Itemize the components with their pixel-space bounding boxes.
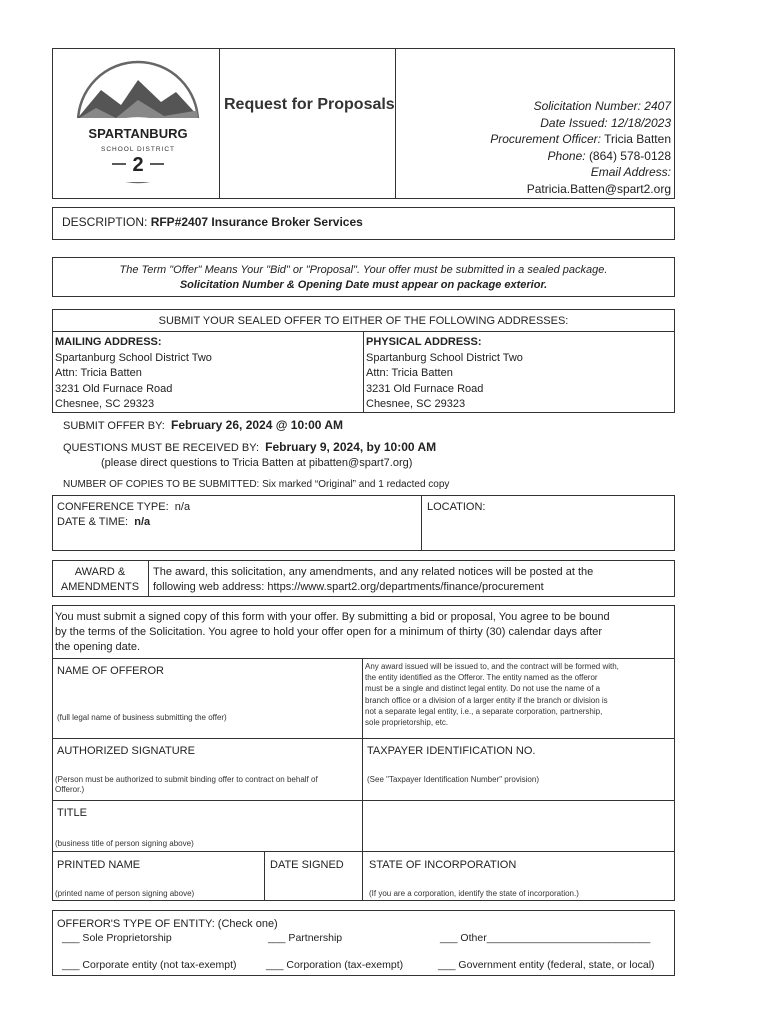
questions-value: February 9, 2024, by 10:00 AM xyxy=(265,440,437,454)
offer-intro-line1: You must submit a signed copy of this form with your offer. By submitting a bid or proposal, You agree to be bound xyxy=(55,611,610,623)
logo-number: 2 xyxy=(132,154,144,176)
mailing-line: Chesnee, SC 29323 xyxy=(55,398,155,410)
physical-line: Spartanburg School District Two xyxy=(366,351,523,364)
conference-type xyxy=(57,500,190,514)
mailing-line: Spartanburg School District Two xyxy=(55,351,212,364)
state-note: (If you are a corporation, identify the state of incorporation.) xyxy=(369,889,579,898)
submit-label: SUBMIT OFFER BY: xyxy=(63,420,165,432)
email-label: Email Address: xyxy=(590,165,671,179)
offeror-name-field[interactable]: NAME OF OFFEROR xyxy=(57,665,164,677)
logo-name: SPARTANBURG xyxy=(88,126,188,141)
header-details xyxy=(400,98,671,197)
procurement-officer-label: Procurement Officer: xyxy=(490,132,601,146)
award-text xyxy=(153,565,593,594)
notice-line1: The Term "Offer" Means Your "Bid" or "Proposal". Your offer must be submitted in a sealed package. xyxy=(119,264,608,276)
email[interactable]: Patricia.Batten@spart2.org xyxy=(526,181,671,196)
entity-corporate[interactable]: ___ Corporate entity (not tax-exempt) xyxy=(62,959,237,971)
offeror-name-note: (full legal name of business submitting the offer) xyxy=(57,713,227,722)
offer-intro xyxy=(55,610,610,655)
description-label: DESCRIPTION: xyxy=(62,215,148,229)
physical-line: 3231 Old Furnace Road xyxy=(366,382,484,395)
procurement-officer: Tricia Batten xyxy=(604,132,671,146)
award-label xyxy=(52,565,148,594)
physical-address xyxy=(366,335,523,413)
page-title: Request for Proposals xyxy=(224,96,395,113)
signature-note xyxy=(55,775,318,795)
signature-note-line2: Offeror.) xyxy=(55,785,85,794)
conference-type-label: CONFERENCE TYPE: xyxy=(57,501,169,513)
mailing-line: 3231 Old Furnace Road xyxy=(55,382,173,395)
title-field[interactable]: TITLE xyxy=(57,807,87,819)
phone: (864) 578-0128 xyxy=(588,148,671,163)
conference-type-value: n/a xyxy=(174,501,191,513)
conference-datetime-label: DATE & TIME: xyxy=(57,516,129,528)
submit-value: February 26, 2024 @ 10:00 AM xyxy=(171,418,344,432)
notice xyxy=(52,263,675,293)
offer-intro-line3: the opening date. xyxy=(55,641,141,653)
entity-corporation-tax-exempt[interactable]: ___ Corporation (tax-exempt) xyxy=(266,959,404,971)
printed-name-field[interactable]: PRINTED NAME xyxy=(57,859,141,871)
description-value: RFP#2407 Insurance Broker Services xyxy=(150,215,363,229)
award-text-line2[interactable]: following web address: https://www.spart2.org/departments/finance/procurement xyxy=(153,580,544,593)
questions-label: QUESTIONS MUST BE RECEIVED BY: xyxy=(63,442,260,454)
tin-field[interactable]: TAXPAYER IDENTIFICATION NO. xyxy=(367,745,536,757)
entity-label: OFFEROR'S TYPE OF ENTITY: (Check one) xyxy=(57,918,278,930)
entity-partnership[interactable]: ___ Partnership xyxy=(268,932,343,944)
printed-name-note: (printed name of person signing above) xyxy=(55,889,195,898)
authorized-signature-field[interactable]: AUTHORIZED SIGNATURE xyxy=(57,745,195,757)
copies: NUMBER OF COPIES TO BE SUBMITTED: Six marked “Original” and 1 redacted copy xyxy=(63,479,450,490)
date-signed-field[interactable]: DATE SIGNED xyxy=(270,859,344,871)
signature-note-line1: (Person must be authorized to submit binding offer to contract on behalf of xyxy=(55,775,318,784)
award-entity-note xyxy=(365,661,673,728)
award-note-line: branch office or a division of a larger entity if the branch or division is xyxy=(365,695,608,705)
award-note-line: must be a single and distinct legal entity. Do not use the name of a xyxy=(365,684,601,694)
entity-government[interactable]: ___ Government entity (federal, state, or local) xyxy=(438,959,655,971)
addresses-header: SUBMIT YOUR SEALED OFFER TO EITHER OF THE FOLLOWING ADDRESSES: xyxy=(158,315,569,327)
notice-line2: Solicitation Number & Opening Date must appear on package exterior. xyxy=(179,279,548,291)
questions-note: (please direct questions to Tricia Batten at pibatten@spart7.org) xyxy=(101,457,413,469)
state-incorporation-field[interactable]: STATE OF INCORPORATION xyxy=(369,859,517,871)
physical-line: Chesnee, SC 29323 xyxy=(366,398,466,410)
location-label: LOCATION: xyxy=(427,501,486,513)
solicitation-number: Solicitation Number: 2407 xyxy=(533,99,671,113)
award-text-line1: The award, this solicitation, any amendments, and any related notices will be posted at the xyxy=(153,566,594,578)
physical-address-label: PHYSICAL ADDRESS: xyxy=(366,336,482,348)
mailing-line: Attn: Tricia Batten xyxy=(55,367,142,379)
logo-sub: SCHOOL DISTRICT xyxy=(101,146,175,153)
mailing-address xyxy=(55,335,212,413)
physical-line: Attn: Tricia Batten xyxy=(366,367,453,379)
award-note-line: Any award issued will be issued to, and the contract will be formed with, xyxy=(365,662,619,671)
conference-datetime xyxy=(57,515,150,529)
date-issued: Date Issued: 12/18/2023 xyxy=(540,115,671,130)
description xyxy=(62,215,363,230)
tin-note: (See "Taxpayer Identification Number" provision) xyxy=(367,775,539,784)
award-note-line: the entity identified as the Offeror. The entity named as the offeror xyxy=(365,673,598,683)
entity-other[interactable]: ___ Other____________________________ xyxy=(440,932,651,944)
submit-offer-by xyxy=(63,418,343,433)
mailing-address-label: MAILING ADDRESS: xyxy=(55,336,162,348)
entity-sole-proprietorship[interactable]: ___ Sole Proprietorship xyxy=(62,932,172,944)
award-note-line: not a separate legal entity, i.e., a separate corporation, partnership, xyxy=(365,706,603,716)
conference-datetime-value: n/a xyxy=(134,516,151,528)
award-label-line1: AWARD & xyxy=(74,566,126,578)
district-logo xyxy=(76,60,200,184)
questions-deadline xyxy=(63,440,436,455)
offer-intro-line2: by the terms of the Solicitation. You agree to hold your offer open for a minimum of thirty (30) calendar days after xyxy=(55,626,603,638)
title-note: (business title of person signing above) xyxy=(55,839,194,848)
phone-line xyxy=(400,148,671,165)
phone-label: Phone: xyxy=(547,148,586,163)
award-note-line: sole proprietorship, etc. xyxy=(365,718,449,728)
procurement-officer-line xyxy=(400,131,671,148)
award-label-line2: AMENDMENTS xyxy=(60,580,140,593)
